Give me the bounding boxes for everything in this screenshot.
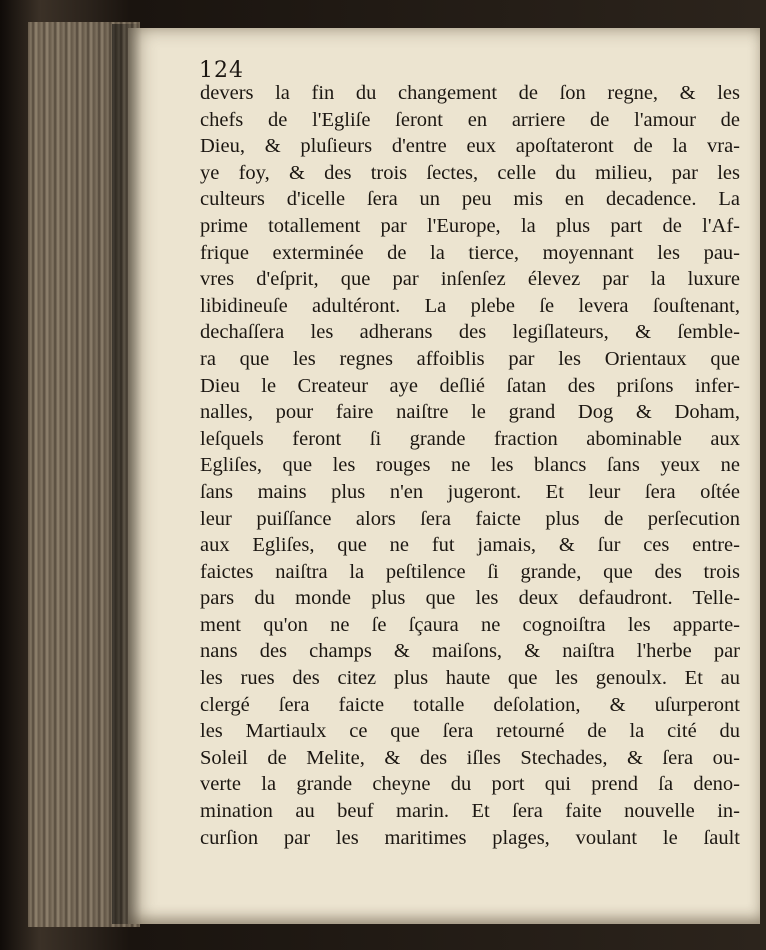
- text-line: ra que les regnes affoiblis par les Orientaux que: [200, 347, 740, 370]
- text-line: dechaſſera les adherans des legiſlateurs, & ſemble-: [200, 321, 740, 344]
- text-line: Egliſes, que les rouges ne les blancs ſans yeux ne: [200, 454, 740, 477]
- text-line: Dieu le Createur aye deſlié ſatan des priſons infer-: [200, 374, 740, 397]
- text-line: nalles, pour faire naiſtre le grand Dog & Doham,: [200, 401, 740, 424]
- text-line: curſion par les maritimes plages, voulant le ſault: [200, 826, 740, 849]
- text-line: prime totallement par l'Europe, la plus part de l'Af-: [200, 214, 740, 237]
- text-line: vres d'eſprit, que par inſenſez élevez par la luxure: [200, 268, 740, 291]
- text-line: les Martiaulx ce que ſera retourné de la cité du: [200, 720, 740, 743]
- text-line: les rues des citez plus haute que les genoulx. Et au: [200, 667, 740, 690]
- text-line: frique exterminée de la tierce, moyennant les pau-: [200, 241, 740, 264]
- text-line: clergé ſera faicte totalle deſolation, & uſurperont: [200, 693, 740, 716]
- text-line: nans des champs & maiſons, & naiſtra l'herbe par: [200, 640, 740, 663]
- text-line: faictes naiſtra la peſtilence ſi grande, que des trois: [200, 560, 740, 583]
- text-line: ſans mains plus n'en jugeront. Et leur ſera oſtée: [200, 480, 740, 503]
- text-line: libidineuſe adultéront. La plebe ſe levera ſouſtenant,: [200, 294, 740, 317]
- text-line: ye foy, & des trois ſectes, celle du milieu, par les: [200, 161, 740, 184]
- page-number: 124: [199, 58, 244, 83]
- text-line: culteurs d'icelle ſera un peu mis en decadence. La: [200, 188, 740, 211]
- text-line: Soleil de Melite, & des iſles Stechades, & ſera ou-: [200, 746, 740, 769]
- text-line: aux Egliſes, que ne fut jamais, & ſur ces entre-: [200, 534, 740, 557]
- text-line: mination au beuf marin. Et ſera faite nouvelle in-: [200, 800, 740, 823]
- text-line: Dieu, & pluſieurs d'entre eux apoſtateront de la vra-: [200, 135, 740, 158]
- gutter-shadow: [112, 24, 142, 924]
- text-line: ment qu'on ne ſe ſçaura ne cognoiſtra les apparte-: [200, 613, 740, 636]
- text-line: pars du monde plus que les deux defaudront. Telle-: [200, 587, 740, 610]
- text-line: verte la grande cheyne du port qui prend ſa deno-: [200, 773, 740, 796]
- text-line: leur puiſſance alors ſera faicte plus de perſecution: [200, 507, 740, 530]
- text-line: chefs de l'Egliſe ſeront en arriere de l'amour de: [200, 108, 740, 131]
- text-line: devers la fin du changement de ſon regne, & les: [200, 82, 740, 104]
- page-text: [200, 80, 740, 851]
- text-line: leſquels feront ſi grande fraction abominable aux: [200, 427, 740, 450]
